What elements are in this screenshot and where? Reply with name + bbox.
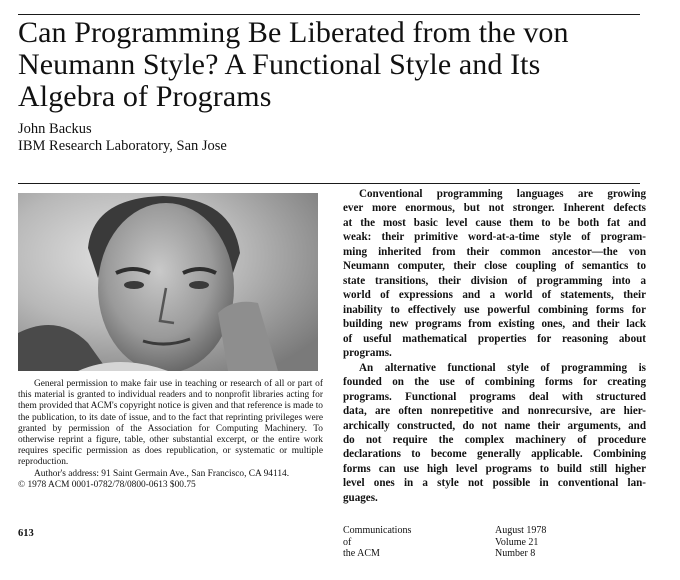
abstract-line: building new programs from existing ones, and their lack bbox=[343, 318, 646, 331]
abstract-line: level ones in a style not possible in conventional lan- bbox=[343, 477, 646, 490]
permission-statement: General permission to make fair use in teaching or research of all or part of this material is granted to individual readers and to nonprofit libraries acting for them provided that ACM's copyright notice is given and that reference is made to the publication, to its date of issue, and to the fact that reprinting privileges were granted by permission of the Association for Computing Machinery. To otherwise reprint a figure, table, other substantial excerpt, or the entire work requires specific permission as does republication, or systematic or multiple reproduction. bbox=[18, 379, 323, 468]
abstract-line: programs. Functional programs deal with structured bbox=[343, 390, 646, 403]
abstract-line: Neumann computer, their close coupling of semantics to bbox=[343, 260, 646, 273]
author-affiliation: IBM Research Laboratory, San Jose bbox=[18, 138, 227, 154]
abstract-line: of useful mathematical properties for reasoning about bbox=[343, 332, 646, 345]
abstract-line: ming inherited from their common ancestor—the von bbox=[343, 245, 646, 258]
author-photo bbox=[18, 193, 318, 371]
abstract-line: programs. bbox=[343, 347, 392, 360]
abstract-line: inability to effectively use powerful combining forms for bbox=[343, 303, 646, 316]
copyright-line: © 1978 ACM 0001-0782/78/0800-0613 $00.75 bbox=[18, 479, 196, 490]
abstract-line: at the most basic level cause them to be both fat and bbox=[343, 216, 646, 229]
issue-number: Number 8 bbox=[495, 548, 536, 559]
copyright-notice bbox=[18, 379, 323, 491]
abstract-line: Conventional programming languages are growing bbox=[359, 188, 646, 200]
title-line: Algebra of Programs bbox=[18, 80, 272, 113]
abstract-line: declarations to become generally applicable. Combining bbox=[343, 448, 646, 461]
byline bbox=[18, 121, 227, 155]
abstract-line: An alternative functional style of programming is bbox=[359, 361, 646, 374]
top-rule bbox=[18, 14, 640, 15]
abstract-text bbox=[343, 187, 646, 505]
journal-name bbox=[343, 525, 411, 560]
abstract-line: ever more enormous, but not stronger. Inherent defects bbox=[343, 202, 646, 215]
author-portrait-image bbox=[18, 193, 318, 371]
title-line: Can Programming Be Liberated from the von bbox=[18, 16, 569, 49]
abstract-line: data, are often nonrepetitive and nonrecursive, are hier- bbox=[343, 405, 646, 418]
author-address: Author's address: 91 Saint Germain Ave., San Francisco, CA 94114. bbox=[34, 468, 290, 479]
abstract-line: do not require the complex machinery of procedure bbox=[343, 433, 646, 446]
title-line: Neumann Style? A Functional Style and Its bbox=[18, 48, 541, 81]
page-number: 613 bbox=[18, 528, 34, 539]
journal-name-line: of bbox=[343, 536, 352, 548]
abstract-line: forms can use high level programs to build still higher bbox=[343, 462, 646, 475]
issue-volume: Volume 21 bbox=[495, 536, 539, 548]
abstract-line: guages. bbox=[343, 491, 378, 504]
abstract-line: weak: their primitive word-at-a-time style of program- bbox=[343, 231, 646, 244]
article-title bbox=[18, 17, 648, 113]
journal-name-line: Communications bbox=[343, 525, 412, 536]
section-rule bbox=[18, 183, 640, 184]
issue-date: August 1978 bbox=[495, 525, 547, 536]
author-name: John Backus bbox=[18, 121, 92, 137]
journal-name-line: the ACM bbox=[343, 548, 380, 559]
issue-info bbox=[495, 525, 546, 560]
abstract-line: founded on the use of combining forms for creating bbox=[343, 376, 646, 389]
abstract-line: archically constructed, do not name their arguments, and bbox=[343, 419, 646, 432]
abstract-line: state transitions, their division of programming into a bbox=[343, 274, 646, 287]
abstract-line: world of expressions and a world of statements, their bbox=[343, 289, 646, 302]
